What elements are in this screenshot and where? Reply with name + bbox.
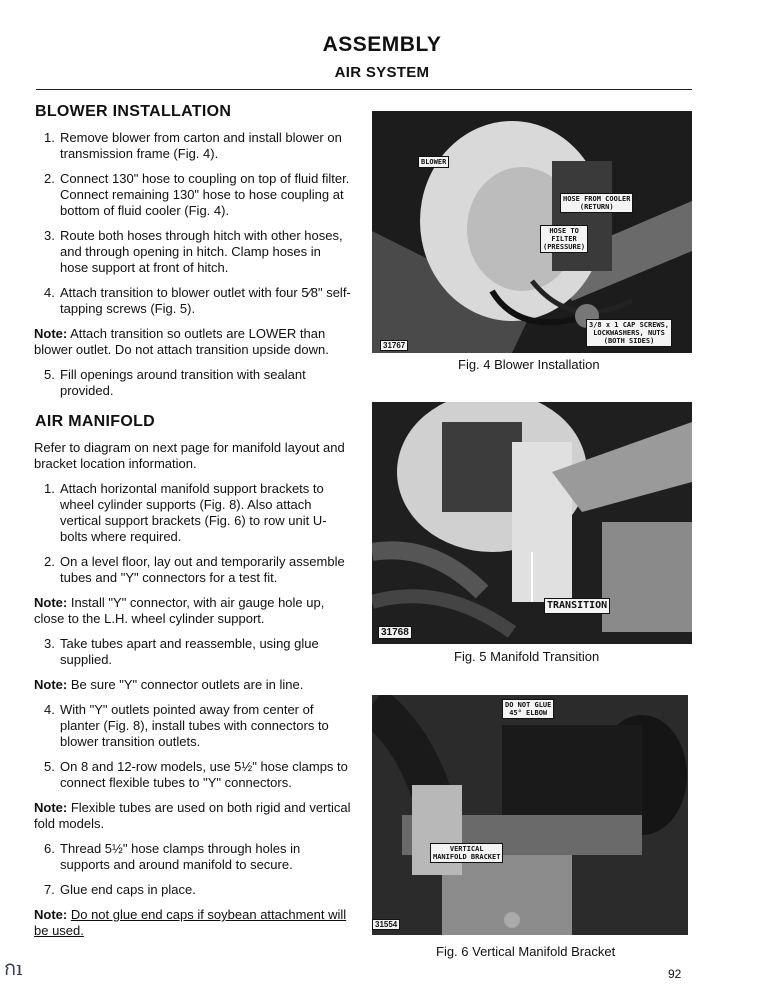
step-text: Route both hoses through hitch with other hoses, and through opening in hitch. Clamp hoses in hose support at front of hitch. bbox=[60, 228, 343, 275]
note-label: Note: bbox=[34, 677, 68, 692]
manifold-step bbox=[34, 636, 352, 668]
note-label: Note: bbox=[34, 326, 68, 341]
air-manifold-heading: AIR MANIFOLD bbox=[35, 413, 156, 430]
step-number: 4. bbox=[44, 285, 55, 300]
manifold-note bbox=[34, 677, 352, 693]
step-text: Thread 5½" hose clamps through holes in supports and around manifold to secure. bbox=[60, 841, 301, 872]
step-text: With "Y" outlets pointed away from center of planter (Fig. 8), install tubes with connectors to blower transition outlets. bbox=[60, 702, 329, 749]
step-text: Remove blower from carton and install blower on transmission frame (Fig. 4). bbox=[60, 130, 342, 161]
step-text: On 8 and 12-row models, use 5½" hose clamps to connect flexible tubes to "Y" connectors. bbox=[60, 759, 348, 790]
step-number: 2. bbox=[44, 554, 55, 569]
page-subtitle: AIR SYSTEM bbox=[334, 64, 430, 81]
step-text: Take tubes apart and reassemble, using glue supplied. bbox=[60, 636, 319, 667]
step-number: 5. bbox=[44, 367, 55, 382]
step-text: Attach horizontal manifold support brackets to wheel cylinder supports (Fig. 8). Also attach vertical support brackets (Fig. 6) to row unit U-bolts where required. bbox=[60, 481, 327, 544]
step-text: On a level floor, lay out and temporarily assemble tubes and "Y" connectors for a test fit. bbox=[60, 554, 345, 585]
note-label: Note: bbox=[34, 800, 68, 815]
manifold-note bbox=[34, 800, 352, 832]
step-text: Fill openings around transition with sealant provided. bbox=[60, 367, 306, 398]
fig6-caption: Fig. 6 Vertical Manifold Bracket bbox=[436, 944, 616, 959]
handwritten-margin-mark: กı bbox=[4, 956, 23, 980]
instructions-column bbox=[34, 103, 352, 948]
blower-note bbox=[34, 326, 352, 358]
step-text: Connect 130" hose to coupling on top of fluid filter. Connect remaining 130" hose to hose coupling at bottom of fluid cooler (Fig. 4). bbox=[60, 171, 350, 218]
manifold-step bbox=[34, 841, 352, 873]
manifold-note bbox=[34, 907, 352, 939]
fig5-photo-id: 31768 bbox=[378, 626, 412, 639]
page-number: 92 bbox=[668, 967, 682, 981]
manifold-step bbox=[34, 702, 352, 750]
note-text: Do not glue end caps if soybean attachment will be used. bbox=[34, 907, 347, 938]
step-number: 1. bbox=[44, 481, 55, 496]
fig6-illustration bbox=[372, 695, 688, 935]
callout-cap-screws: 3/8 x 1 CAP SCREWS, LOCKWASHERS, NUTS (BOTH SIDES) bbox=[586, 319, 672, 347]
fig5-caption: Fig. 5 Manifold Transition bbox=[454, 649, 600, 664]
blower-step bbox=[34, 171, 352, 219]
step-number: 2. bbox=[44, 171, 55, 186]
blower-installation-heading: BLOWER INSTALLATION bbox=[35, 103, 232, 120]
manifold-step bbox=[34, 554, 352, 586]
fig4-caption: Fig. 4 Blower Installation bbox=[458, 357, 600, 372]
fig5-illustration bbox=[372, 402, 692, 644]
fig4-photo bbox=[372, 111, 692, 353]
step-number: 7. bbox=[44, 882, 55, 897]
note-label: Note: bbox=[34, 907, 68, 922]
callout-blower: BLOWER bbox=[418, 156, 449, 168]
callout-hose-from-cooler: HOSE FROM COOLER (RETURN) bbox=[560, 193, 633, 213]
step-number: 5. bbox=[44, 759, 55, 774]
blower-step bbox=[34, 130, 352, 162]
step-text: Attach transition to blower outlet with four 5⁄8" self-tapping screws (Fig. 5). bbox=[60, 285, 351, 316]
step-number: 4. bbox=[44, 702, 55, 717]
note-text: Install "Y" connector, with air gauge hole up, close to the L.H. wheel cylinder support. bbox=[34, 595, 325, 626]
callout-hose-to-filter: HOSE TO FILTER (PRESSURE) bbox=[540, 225, 588, 253]
note-label: Note: bbox=[34, 595, 68, 610]
blower-step bbox=[34, 228, 352, 276]
manifold-intro: Refer to diagram on next page for manifold layout and bracket location information. bbox=[34, 440, 345, 471]
step-number: 6. bbox=[44, 841, 55, 856]
callout-do-not-glue-elbow: DO NOT GLUE 45° ELBOW bbox=[502, 699, 554, 719]
callout-vertical-manifold-bracket: VERTICAL MANIFOLD BRACKET bbox=[430, 843, 503, 863]
fig4-illustration bbox=[372, 111, 692, 353]
callout-transition: TRANSITION bbox=[544, 598, 610, 614]
manifold-step bbox=[34, 759, 352, 791]
header-divider bbox=[36, 89, 692, 90]
manifold-step bbox=[34, 882, 352, 898]
blower-step bbox=[34, 285, 352, 317]
manifold-step bbox=[34, 481, 352, 545]
step-text: Glue end caps in place. bbox=[60, 882, 196, 897]
fig6-photo bbox=[372, 695, 688, 935]
page-title: ASSEMBLY bbox=[322, 33, 442, 56]
fig4-photo-id: 31767 bbox=[380, 340, 408, 351]
step-number: 1. bbox=[44, 130, 55, 145]
step-number: 3. bbox=[44, 636, 55, 651]
blower-step bbox=[34, 367, 352, 399]
step-number: 3. bbox=[44, 228, 55, 243]
note-text: Flexible tubes are used on both rigid and vertical fold models. bbox=[34, 800, 351, 831]
fig6-photo-id: 31554 bbox=[372, 919, 400, 930]
note-text: Be sure "Y" connector outlets are in line. bbox=[70, 677, 304, 692]
note-text: Attach transition so outlets are LOWER than blower outlet. Do not attach transition upside down. bbox=[34, 326, 329, 357]
manifold-note bbox=[34, 595, 352, 627]
fig5-photo bbox=[372, 402, 692, 644]
